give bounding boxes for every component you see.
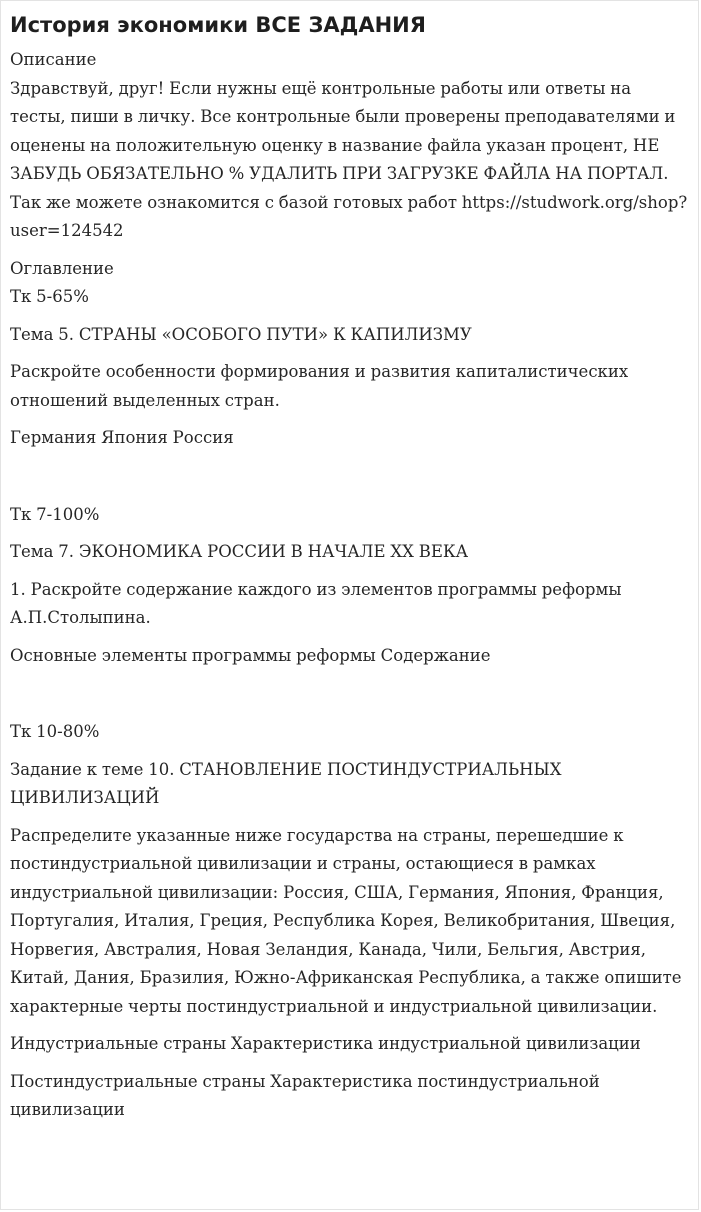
toc-item-extra: Постиндустриальные страны Характеристика постиндустриальной цивилизации bbox=[10, 1071, 600, 1119]
shop-link[interactable]: https://studwork.org/shop?user=124542 bbox=[10, 192, 688, 240]
spacer bbox=[10, 670, 690, 718]
toc-item-task: Распределите указанные ниже государства на страны, перешедшие к постиндустриальной цивилизации и страны, остающиеся в рамках индустриальной цивилизации: Россия, США, Германия, Япония, Франция, Португалия, Италия, Греция, Республика Корея, Великобритания, Швеция, Норвегия, Австралия, Новая Зеландия, Канада, Чили, Бельгия, Австрия, Китай, Дания, Бразилия, Южно-Африканская Республика, а также опишите характерные черты постиндустриальной и индустриальной цивилизации. bbox=[10, 825, 682, 1016]
toc-item-header: Тк 10-80% bbox=[10, 722, 100, 741]
spacer bbox=[10, 453, 690, 501]
toc-item-extra: Германия Япония Россия bbox=[10, 428, 234, 447]
toc-item-topic: Тема 7. ЭКОНОМИКА РОССИИ В НАЧАЛЕ XX ВЕКА bbox=[10, 542, 469, 561]
toc-label: Оглавление bbox=[10, 258, 114, 278]
description-body: Здравствуй, друг! Если нужны ещё контрольные работы или ответы на тесты, пиши в личку. Все контрольные были проверены преподавателями и оценены на положительную оценку в название файла указан процент, НЕ ЗАБУДЬ ОБЯЗАТЕЛЬНО % УДАЛИТЬ ПРИ ЗАГРУЗКЕ ФАЙЛА НА ПОРТАЛ. Так же можете ознакомится с базой готовых работ bbox=[10, 78, 676, 212]
toc-section bbox=[10, 255, 690, 1125]
toc-item-topic: Тема 5. СТРАНЫ «ОСОБОГО ПУТИ» К КАПИЛИЗМУ bbox=[10, 324, 472, 344]
toc-item-task: Раскройте особенности формирования и развития капиталистических отношений выделенных стран. bbox=[10, 362, 629, 410]
toc-item-header: Тк 5-65% bbox=[10, 287, 89, 306]
toc-item-extra: Индустриальные страны Характеристика индустриальной цивилизации bbox=[10, 1034, 641, 1053]
description-label: Описание bbox=[10, 50, 97, 69]
toc-item-extra: Основные элементы программы реформы Содержание bbox=[10, 645, 491, 665]
toc-item-topic: Задание к теме 10. СТАНОВЛЕНИЕ ПОСТИНДУСТРИАЛЬНЫХ ЦИВИЛИЗАЦИЙ bbox=[10, 759, 562, 807]
toc-item-header: Тк 7-100% bbox=[10, 504, 100, 524]
description-text bbox=[10, 75, 690, 246]
toc-item-task: 1. Раскройте содержание каждого из элементов программы реформы А.П.Столыпина. bbox=[10, 579, 622, 627]
description-section bbox=[10, 46, 690, 246]
page-title: История экономики ВСЕ ЗАДАНИЯ bbox=[10, 13, 426, 37]
